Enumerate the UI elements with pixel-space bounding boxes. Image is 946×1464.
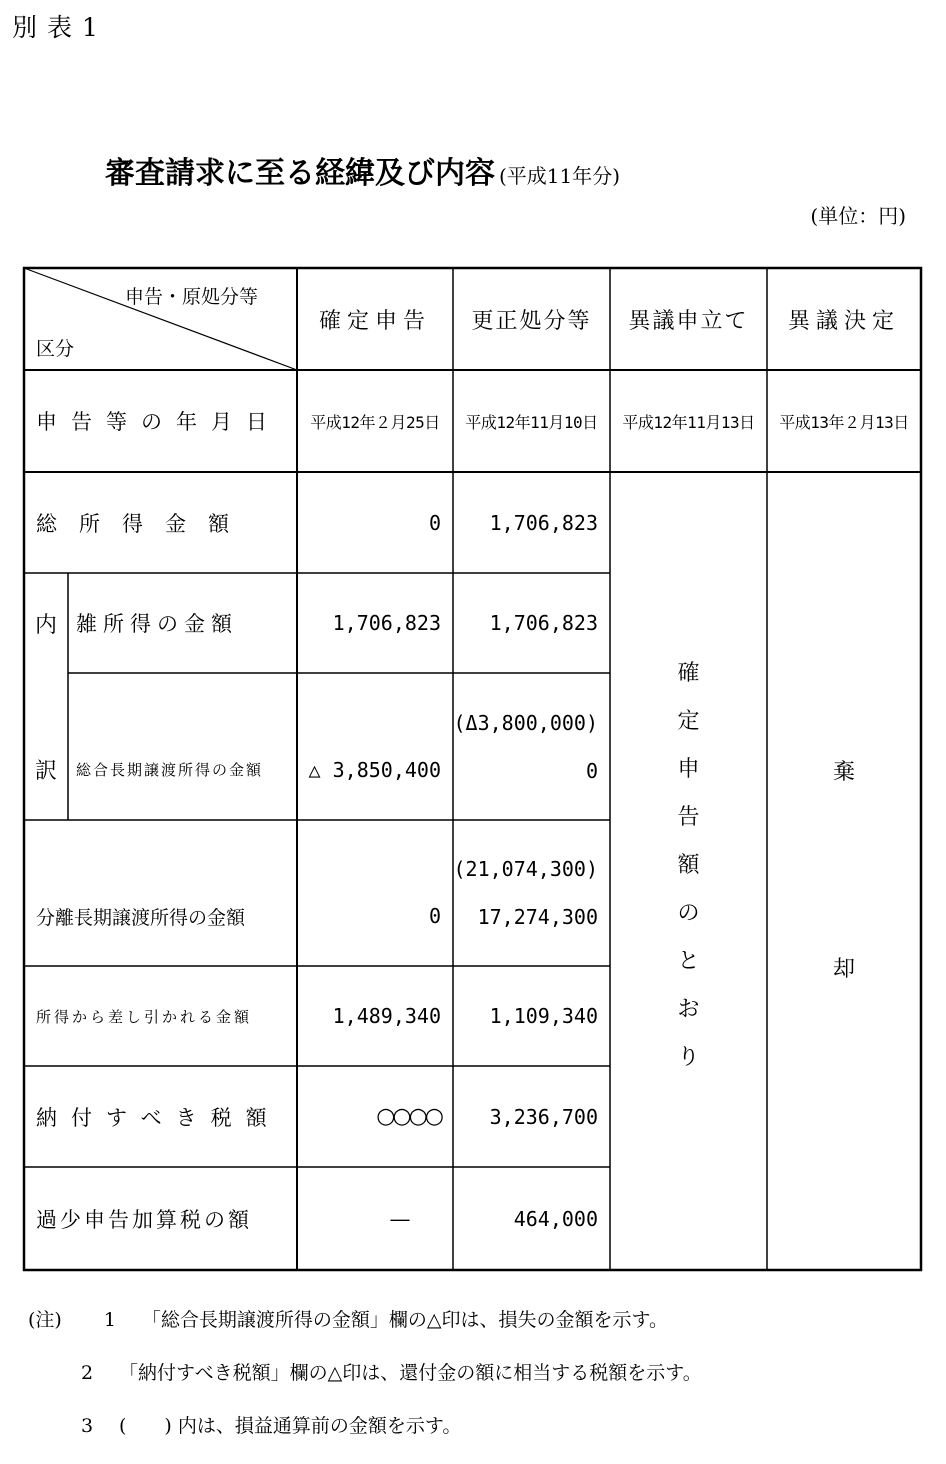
deductions-correction: 1,109,340 xyxy=(489,1004,598,1028)
row-label-misc-income: 雑所得の金額 xyxy=(76,612,238,636)
objection-char: り xyxy=(677,1045,700,1070)
separate-long-term-final: 0 xyxy=(428,904,441,928)
decision-merged-top: 棄 xyxy=(832,759,855,785)
objection-char: 額 xyxy=(677,853,700,878)
notes-prefix: (注) xyxy=(28,1309,62,1331)
row-label-separate-long-term: 分離長期譲渡所得の金額 xyxy=(36,906,246,929)
long-term-gain-final: △ 3,850,400 xyxy=(308,757,441,782)
date-objection: 平成12年11月13日 xyxy=(622,412,755,432)
note-number: 3 xyxy=(81,1415,94,1437)
objection-char: 告 xyxy=(677,805,700,830)
objection-char: 申 xyxy=(677,757,700,782)
title-year: (平成11年分) xyxy=(499,164,621,188)
total-income-final: 0 xyxy=(428,510,441,535)
row-label-long-term-gain: 総合長期譲渡所得の金額 xyxy=(76,761,264,779)
penalty-tax-correction: 464,000 xyxy=(513,1206,598,1231)
tax-payable-final: ○○○○ xyxy=(376,1104,441,1129)
row-label-total-income: 総所得金額 xyxy=(36,511,251,536)
title-main: 審査請求に至る経緯及び内容 xyxy=(105,156,495,191)
row-label-deductions: 所得から差し引かれる金額 xyxy=(36,1007,253,1026)
misc-income-final: 1,706,823 xyxy=(332,611,441,635)
long-term-gain-correction: 0 xyxy=(585,758,598,783)
date-correction: 平成12年11月10日 xyxy=(465,412,598,432)
note-text: ( ) 内は、損益通算前の金額を示す。 xyxy=(119,1415,462,1437)
row-label-penalty-tax: 過少申告加算税の額 xyxy=(36,1207,252,1232)
separate-long-term-correction: 17,274,300 xyxy=(477,905,598,929)
date-objection-decision: 平成13年２月13日 xyxy=(779,412,909,432)
long-term-gain-before-offset: (Δ3,800,000) xyxy=(453,710,598,735)
objection-char: 定 xyxy=(677,709,700,734)
note-item xyxy=(28,1305,668,1332)
corner-top-label: 申告・原処分等 xyxy=(125,285,259,308)
misc-income-correction: 1,706,823 xyxy=(489,611,598,635)
header-objection-decision: 異議決定 xyxy=(787,308,900,334)
row-label-tax-payable: 納付すべき税額 xyxy=(36,1105,281,1130)
separate-long-term-correction-cell xyxy=(453,820,610,966)
note-number: 1 xyxy=(103,1309,117,1331)
penalty-tax-final: — xyxy=(389,1206,411,1231)
header-objection: 異議申立て xyxy=(628,308,749,334)
total-income-correction: 1,706,823 xyxy=(489,510,598,535)
separate-long-term-before-offset: (21,074,300) xyxy=(453,857,598,881)
note-number: 2 xyxy=(81,1362,94,1384)
objection-char: と xyxy=(677,949,700,974)
objection-char: お xyxy=(677,997,700,1022)
date-final-return: 平成12年２月25日 xyxy=(310,412,440,432)
note-text: 「総合長期譲渡所得の金額」欄の△印は、損失の金額を示す。 xyxy=(141,1309,669,1331)
deductions-final: 1,489,340 xyxy=(332,1004,441,1028)
decision-merged-bottom: 却 xyxy=(832,956,855,982)
objection-char: の xyxy=(677,901,700,926)
row-label-date: 申告等の年月日 xyxy=(36,410,281,434)
breakdown-label-bottom: 訳 xyxy=(34,759,57,784)
objection-char: 確 xyxy=(677,661,700,686)
header-final-return: 確定申告 xyxy=(318,308,431,334)
note-text: 「納付すべき税額」欄の△印は、還付金の額に相当する税額を示す。 xyxy=(119,1362,702,1384)
appendix-label: 別表1 xyxy=(12,13,108,42)
long-term-gain-correction-cell xyxy=(453,673,610,820)
tax-payable-correction: 3,236,700 xyxy=(489,1104,598,1129)
objection-merged-text xyxy=(610,650,767,1082)
note-item xyxy=(81,1411,461,1438)
unit-label: (単位：円) xyxy=(810,204,906,228)
note-item xyxy=(81,1358,702,1385)
header-correction: 更正処分等 xyxy=(471,308,592,334)
corner-bottom-label: 区分 xyxy=(36,337,75,360)
document-title xyxy=(105,148,620,192)
breakdown-label-top: 内 xyxy=(34,612,57,638)
